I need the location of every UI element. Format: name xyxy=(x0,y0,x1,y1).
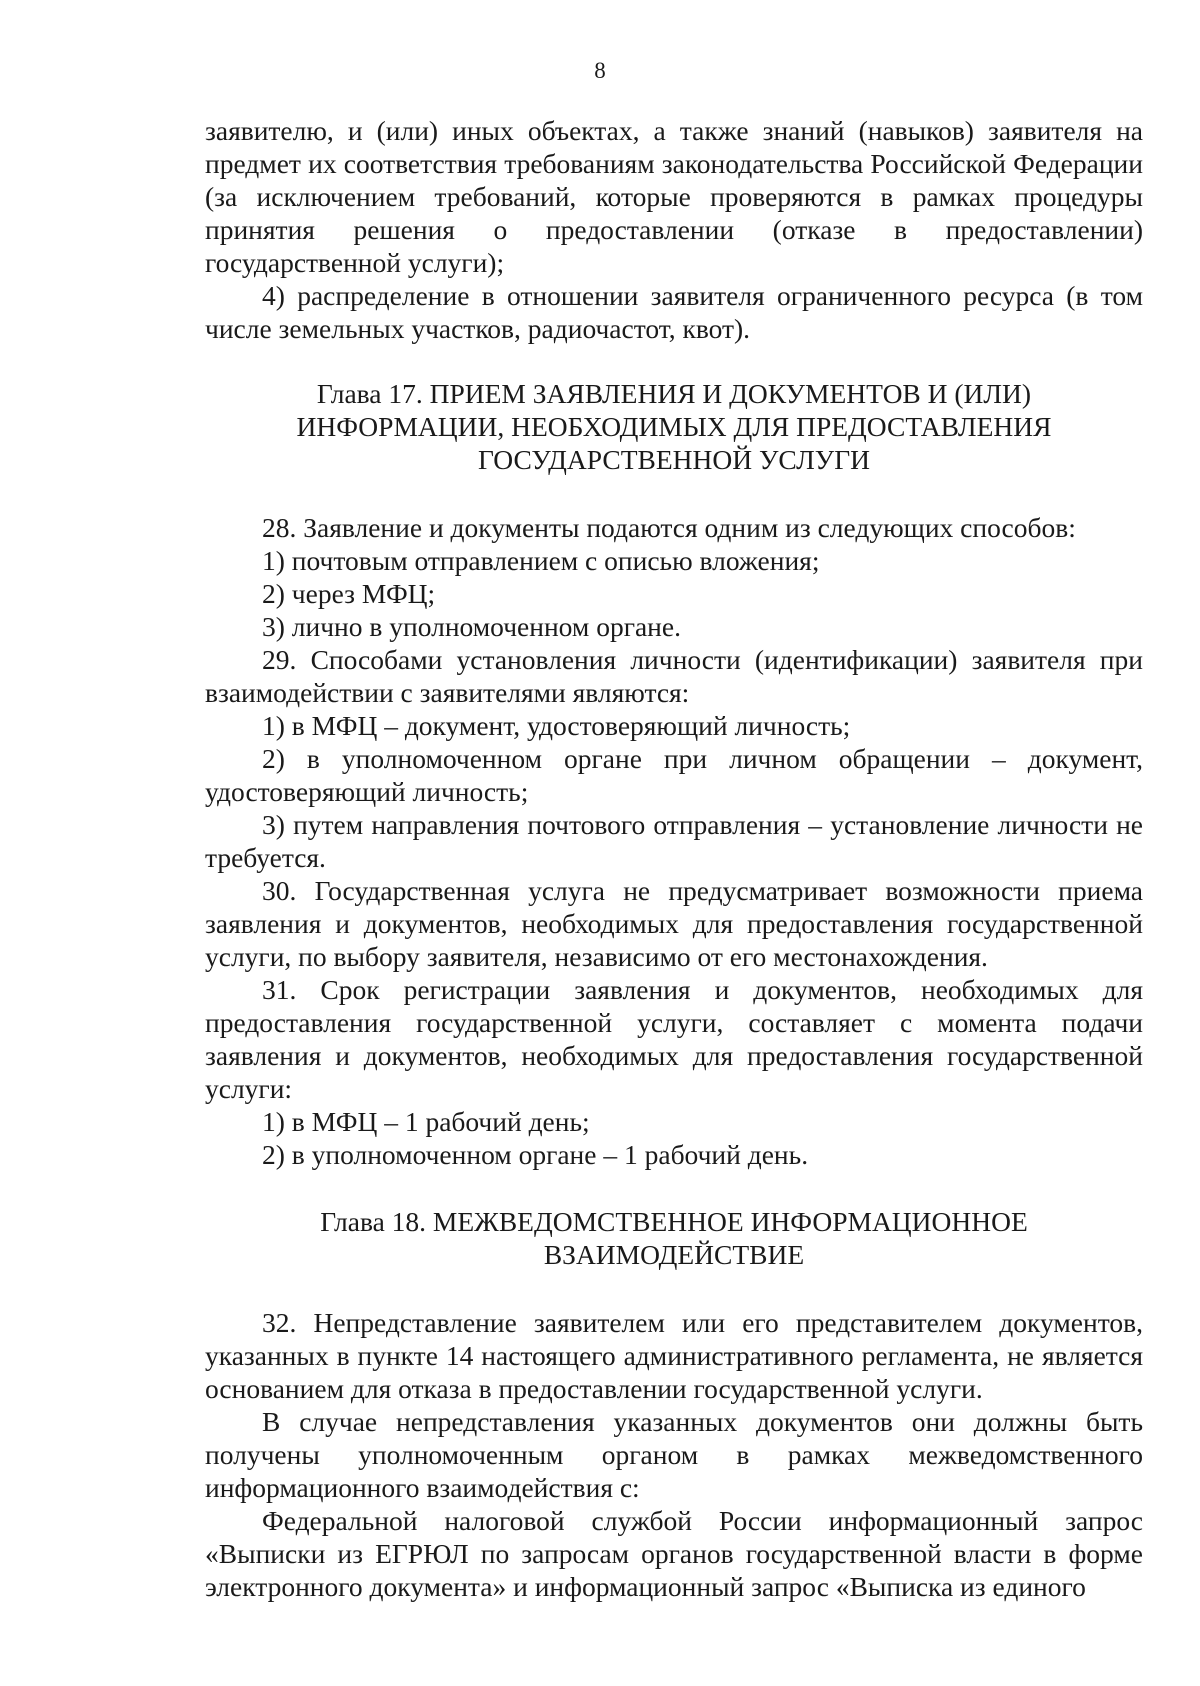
paragraph-31-item-1: 1) в МФЦ – 1 рабочий день; xyxy=(262,1106,590,1137)
paragraph-29-item-3: 3) путем направления почтового отправления – установление личности не требуется. xyxy=(205,809,1143,873)
chapter-17-heading-line: ИНФОРМАЦИИ, НЕОБХОДИМЫХ ДЛЯ ПРЕДОСТАВЛЕНИЯ xyxy=(296,411,1052,442)
chapter-17-heading-line: ГОСУДАРСТВЕННОЙ УСЛУГИ xyxy=(478,444,870,475)
paragraph-31-item-2: 2) в уполномоченном органе – 1 рабочий день. xyxy=(262,1139,809,1170)
document-body xyxy=(205,114,1143,1603)
paragraph-28-item-2: 2) через МФЦ; xyxy=(262,578,436,609)
paragraph-28-item-3: 3) лично в уполномоченном органе. xyxy=(262,611,681,642)
paragraph-28-item-1: 1) почтовым отправлением с описью вложения; xyxy=(262,545,820,576)
paragraph-30: 30. Государственная услуга не предусматривает возможности приема заявления и документов, необходимых для предоставления государственной услуги, по выбору заявителя, независимо от его местонахождения. xyxy=(205,875,1143,972)
paragraph-29: 29. Способами установления личности (идентификации) заявителя при взаимодействии с заявителями являются: xyxy=(205,644,1143,708)
paragraph-32-fns-request: Федеральной налоговой службой России информационный запрос «Выписки из ЕГРЮЛ по запросам органов государственной власти в форме электронного документа» и информационный запрос «Выписка из единого xyxy=(205,1505,1143,1602)
intro-item-4: 4) распределение в отношении заявителя ограниченного ресурса (в том числе земельных участков, радиочастот, квот). xyxy=(205,280,1143,344)
chapter-18-heading-line: ВЗАИМОДЕЙСТВИЕ xyxy=(543,1239,805,1270)
chapter-17-heading xyxy=(205,377,1143,476)
paragraph-31: 31. Срок регистрации заявления и документов, необходимых для предоставления государственной услуги, составляет с момента подачи заявления и документов, необходимых для предоставления государственной услуги: xyxy=(205,974,1143,1104)
paragraph-29-item-1: 1) в МФЦ – документ, удостоверяющий личность; xyxy=(262,710,851,741)
chapter-18-heading-line: Глава 18. МЕЖВЕДОМСТВЕННОЕ ИНФОРМАЦИОННОЕ xyxy=(320,1206,1028,1237)
paragraph-28: 28. Заявление и документы подаются одним из следующих способов: xyxy=(262,512,1076,543)
page-number: 8 xyxy=(594,58,606,83)
paragraph-32-continued: В случае непредставления указанных документов они должны быть получены уполномоченным органом в рамках межведомственного информационного взаимодействия с: xyxy=(205,1406,1143,1503)
intro-continuation: заявителю, и (или) иных объектах, а также знаний (навыков) заявителя на предмет их соответствия требованиям законодательства Российской Федерации (за исключением требований, которые проверяются в рамках процедуры принятия решения о предоставлении (отказе в предоставлении) государственной услуги); xyxy=(205,115,1143,278)
paragraph-32: 32. Непредставление заявителем или его представителем документов, указанных в пункте 14 настоящего административного регламента, не является основанием для отказа в предоставлении государственной услуги. xyxy=(205,1307,1143,1404)
chapter-18-heading xyxy=(205,1205,1143,1271)
paragraph-29-item-2: 2) в уполномоченном органе при личном обращении – документ, удостоверяющий личность; xyxy=(205,743,1143,807)
chapter-17-heading-line: Глава 17. ПРИЕМ ЗАЯВЛЕНИЯ И ДОКУМЕНТОВ И (ИЛИ) xyxy=(316,378,1032,409)
